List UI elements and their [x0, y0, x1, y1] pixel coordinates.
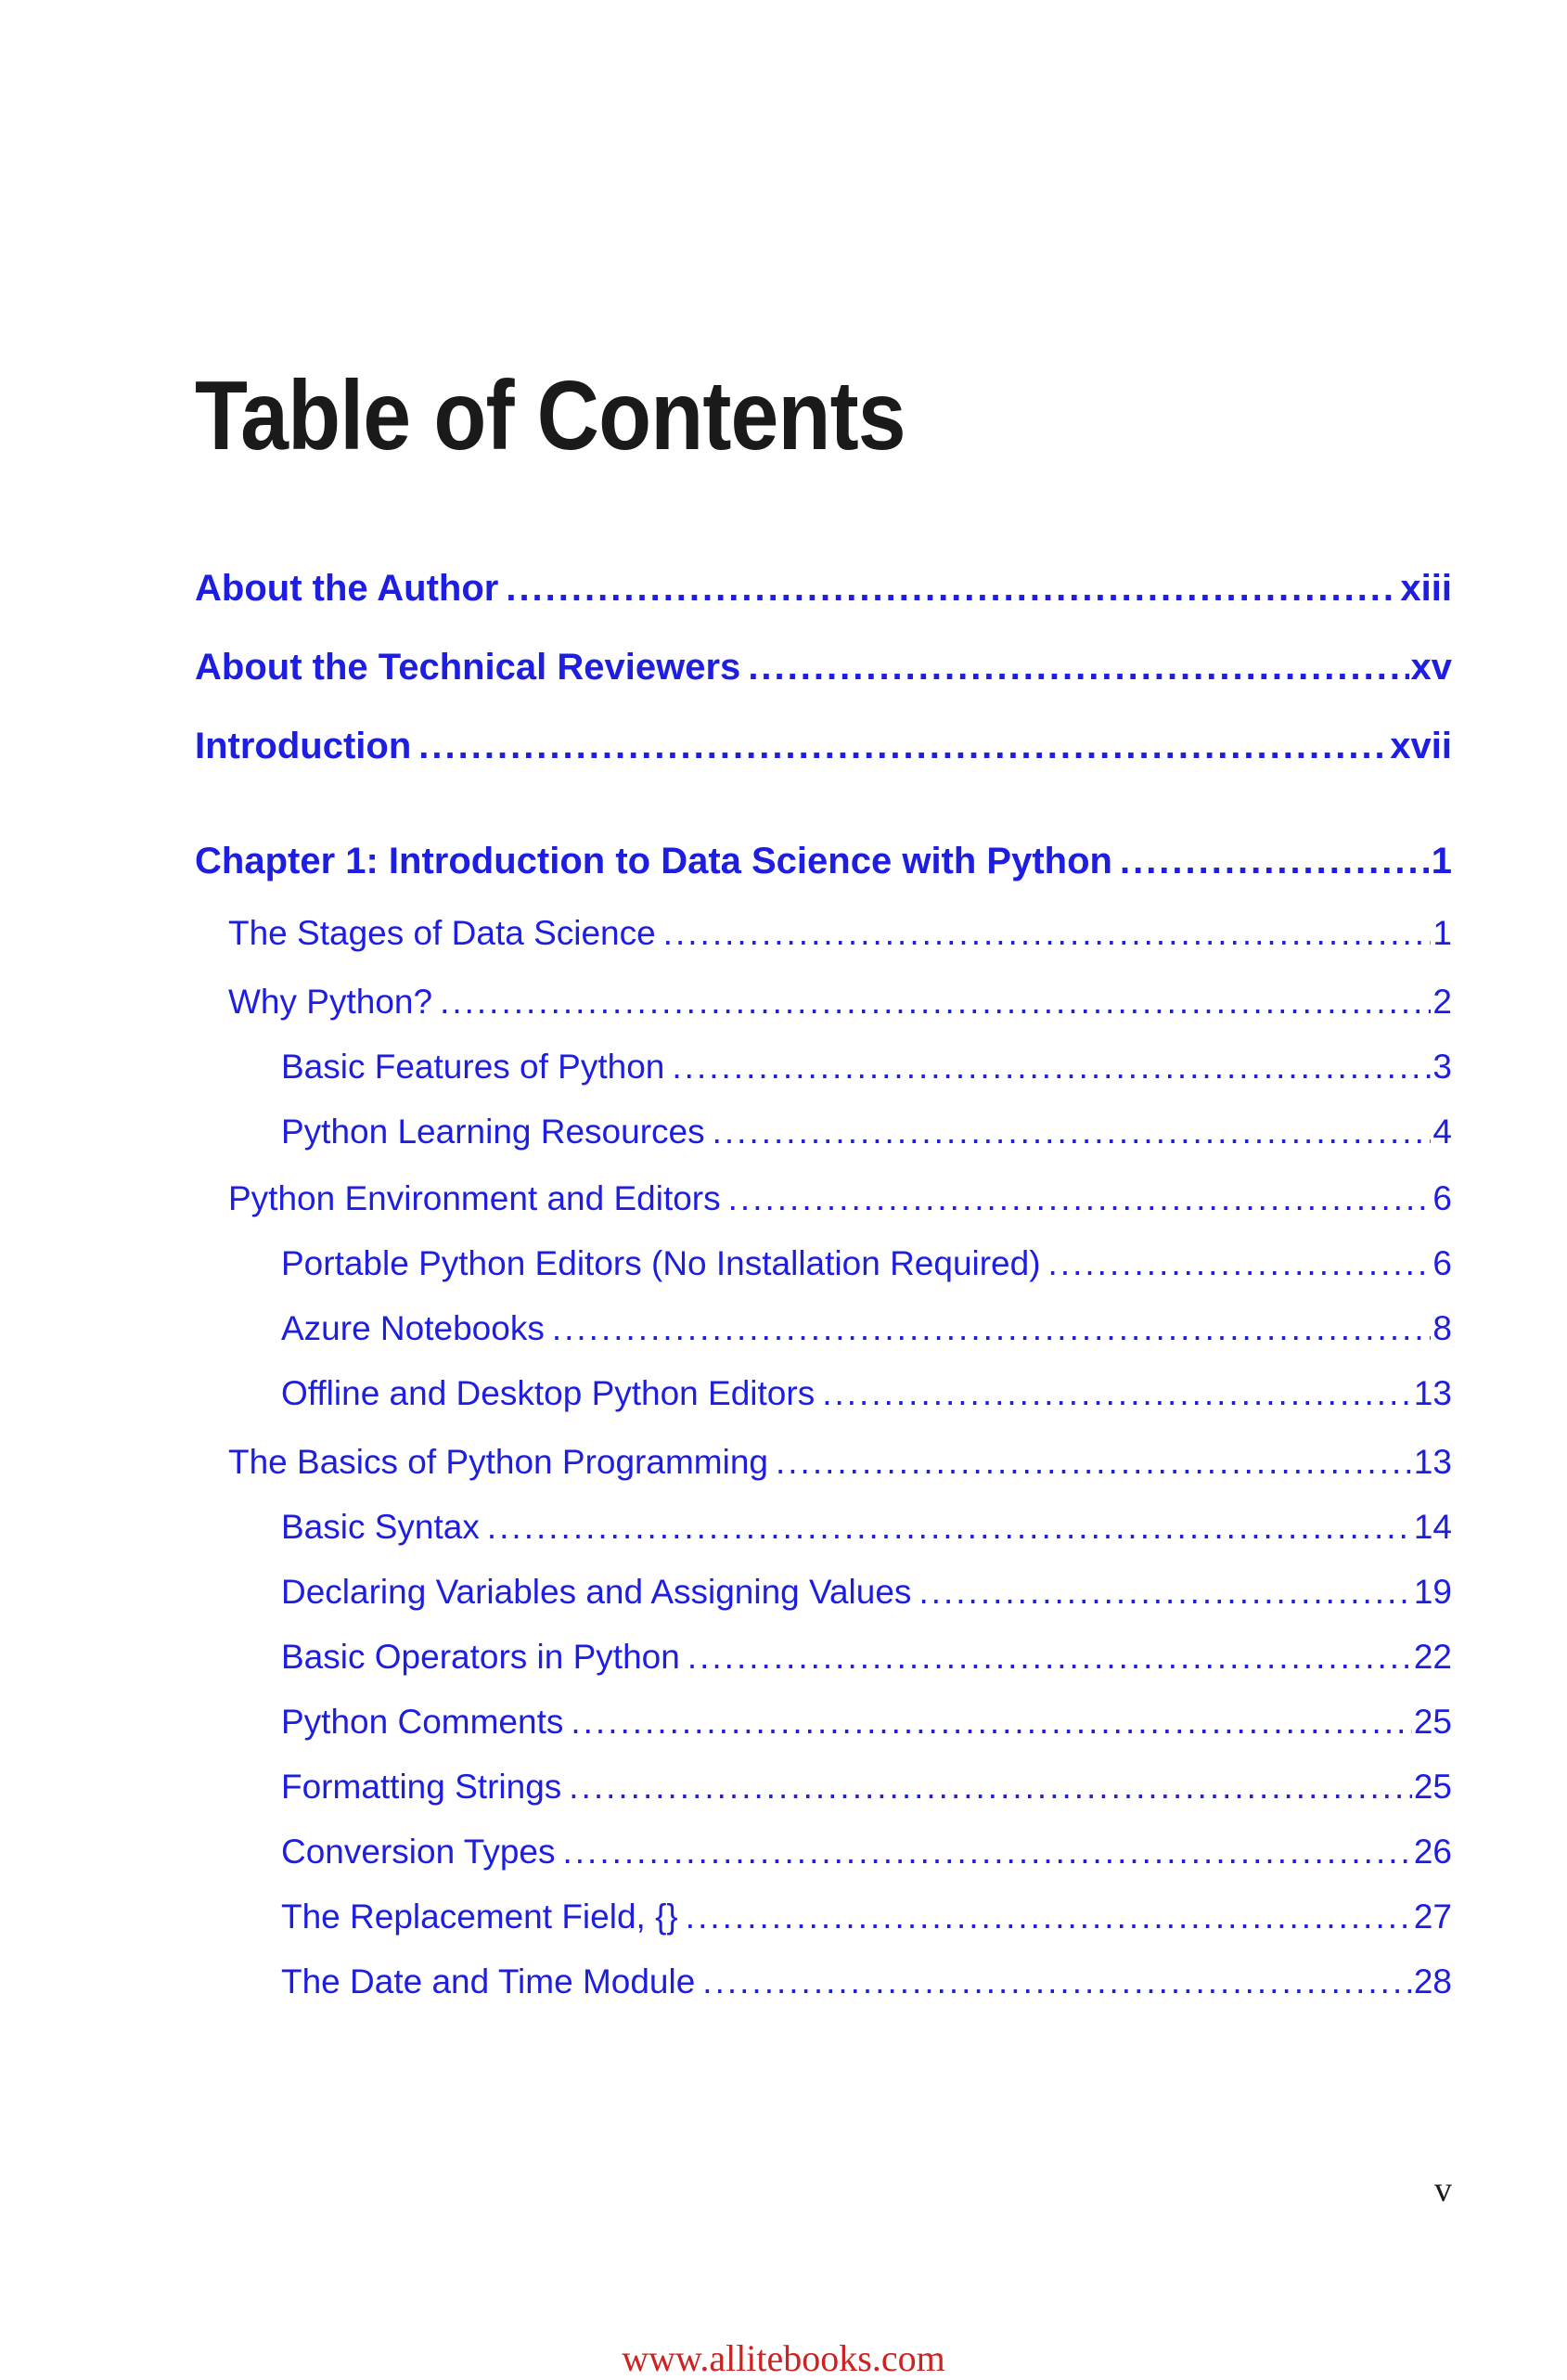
toc-entry-subsection[interactable]: [281, 1703, 1452, 1745]
toc-entry-page: 2: [1432, 983, 1452, 1021]
toc-entry-subsection[interactable]: [281, 1309, 1452, 1352]
toc-entry-subsection[interactable]: [281, 1508, 1452, 1550]
dot-leader: [418, 726, 1388, 767]
dot-leader: [1120, 841, 1430, 882]
toc-entry-subsection[interactable]: [281, 1638, 1452, 1680]
toc-entry-label: Formatting Strings: [281, 1768, 562, 1806]
watermark-link[interactable]: www.allitebooks.com: [622, 2337, 945, 2379]
toc-entry-page: 1: [1432, 914, 1452, 952]
dot-leader: [663, 914, 1432, 953]
toc-entry-page: 6: [1432, 1179, 1452, 1217]
toc-entry-label: Portable Python Editors (No Installation Required): [281, 1244, 1041, 1282]
page-title: Table of Contents: [195, 361, 906, 470]
toc-entry-page: 13: [1413, 1374, 1452, 1412]
toc-entry-page: 4: [1432, 1113, 1452, 1151]
toc-entry-subsection[interactable]: [281, 1374, 1452, 1417]
toc-entry-page: 25: [1413, 1703, 1452, 1741]
toc-entry-section[interactable]: [228, 1443, 1452, 1486]
toc-entry-page: 13: [1413, 1443, 1452, 1481]
toc-entry-page: 6: [1432, 1244, 1452, 1282]
toc-entry-page: 3: [1432, 1048, 1452, 1086]
toc-entry-label: The Stages of Data Science: [228, 914, 656, 952]
toc-entry-label: Python Environment and Editors: [228, 1179, 721, 1217]
toc-entry-page: 27: [1413, 1898, 1452, 1936]
toc-entry-label: About the Author: [195, 568, 499, 609]
toc-entry-introduction[interactable]: [195, 726, 1452, 772]
toc-entry-subsection[interactable]: [281, 1962, 1452, 2005]
toc-entry-about-author[interactable]: [195, 568, 1452, 614]
toc-entry-chapter-1[interactable]: [195, 841, 1452, 887]
toc-entry-label: Offline and Desktop Python Editors: [281, 1374, 816, 1412]
toc-entry-page: 28: [1413, 1962, 1452, 2000]
toc-entry-subsection[interactable]: [281, 1113, 1452, 1155]
toc-entry-label: Declaring Variables and Assigning Values: [281, 1573, 912, 1611]
toc-entry-label: The Basics of Python Programming: [228, 1443, 768, 1481]
toc-entry-subsection[interactable]: [281, 1833, 1452, 1875]
dot-leader: [776, 1443, 1412, 1482]
toc-entry-section[interactable]: [228, 914, 1452, 957]
toc-entry-page: 25: [1413, 1768, 1452, 1806]
toc-entry-label: Python Learning Resources: [281, 1113, 705, 1151]
dot-leader: [687, 1638, 1412, 1677]
dot-leader: [672, 1048, 1431, 1087]
dot-leader: [487, 1508, 1412, 1547]
dot-leader: [571, 1703, 1411, 1742]
toc-entry-technical-reviewers[interactable]: [195, 647, 1452, 693]
toc-entry-page: 19: [1413, 1573, 1452, 1611]
dot-leader: [1048, 1244, 1432, 1283]
toc-entry-page: 14: [1413, 1508, 1452, 1546]
toc-entry-subsection[interactable]: [281, 1244, 1452, 1287]
toc-entry-label: Conversion Types: [281, 1833, 556, 1871]
toc-entry-label: Python Comments: [281, 1703, 564, 1741]
toc-entry-page: xv: [1410, 647, 1452, 688]
dot-leader: [918, 1573, 1411, 1612]
toc-entry-label: Basic Operators in Python: [281, 1638, 680, 1676]
dot-leader: [506, 568, 1398, 610]
toc-entry-section[interactable]: [228, 1179, 1452, 1222]
toc-entry-label: Introduction: [195, 726, 412, 766]
dot-leader: [748, 647, 1408, 688]
toc-entry-label: About the Technical Reviewers: [195, 647, 741, 688]
toc-entry-page: 26: [1413, 1833, 1452, 1871]
toc-entry-page: 8: [1432, 1309, 1452, 1347]
dot-leader: [686, 1898, 1412, 1936]
page-number: v: [1434, 2170, 1452, 2209]
toc-entry-label: Chapter 1: Introduction to Data Science with Python: [195, 841, 1112, 881]
dot-leader: [713, 1113, 1432, 1151]
dot-leader: [702, 1962, 1412, 2001]
toc-entry-section[interactable]: [228, 983, 1452, 1025]
toc-entry-subsection[interactable]: [281, 1573, 1452, 1615]
toc-entry-label: The Date and Time Module: [281, 1962, 696, 2000]
dot-leader: [569, 1768, 1412, 1807]
toc-entry-page: xiii: [1400, 568, 1452, 609]
toc-entry-page: 22: [1413, 1638, 1452, 1676]
dot-leader: [822, 1374, 1412, 1413]
toc-entry-label: Basic Syntax: [281, 1508, 480, 1546]
dot-leader: [440, 983, 1431, 1022]
dot-leader: [552, 1309, 1432, 1348]
toc-entry-subsection[interactable]: [281, 1768, 1452, 1810]
toc-entry-label: Azure Notebooks: [281, 1309, 545, 1347]
toc-entry-page: xvii: [1390, 726, 1452, 766]
toc-entry-subsection[interactable]: [281, 1048, 1452, 1090]
toc-entry-label: Basic Features of Python: [281, 1048, 665, 1086]
toc-entry-subsection[interactable]: [281, 1898, 1452, 1940]
dot-leader: [562, 1833, 1411, 1872]
toc-entry-label: Why Python?: [228, 983, 433, 1021]
dot-leader: [728, 1179, 1432, 1218]
toc-entry-page: 1: [1431, 841, 1452, 881]
toc-entry-label: The Replacement Field, {}: [281, 1898, 678, 1936]
